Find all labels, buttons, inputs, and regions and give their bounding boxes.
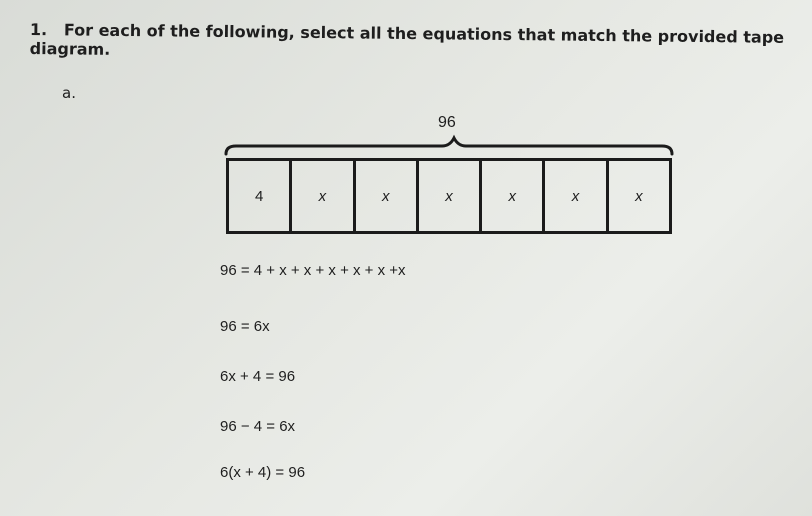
question-number: 1. — [29, 20, 48, 40]
tape-cell: 4 — [229, 161, 292, 231]
question-text: For each of the following, select all the equations that match the provided tape diagram. — [29, 20, 785, 59]
equation-option[interactable]: 96 − 4 = 6x — [220, 418, 296, 435]
equation-option[interactable]: 6(x + 4) = 96 — [220, 464, 306, 481]
tape-cell: x — [545, 161, 608, 231]
tape-brace — [222, 134, 678, 158]
equation-option[interactable]: 96 = 4 + x + x + x + x + x +x — [220, 262, 406, 279]
question-heading — [30, 20, 812, 66]
tape-cell: x — [635, 187, 643, 205]
tape-cell: x — [482, 161, 545, 231]
part-label: a. — [62, 84, 76, 102]
equation-option[interactable]: 6x + 4 = 96 — [220, 368, 296, 385]
tape-cell: x — [356, 161, 419, 231]
tape-total-label: 96 — [438, 114, 456, 131]
tape-cell: x — [419, 161, 482, 231]
tape-diagram — [226, 158, 672, 234]
tape-cell: x — [292, 161, 355, 231]
equation-option[interactable]: 96 = 6x — [220, 318, 270, 335]
